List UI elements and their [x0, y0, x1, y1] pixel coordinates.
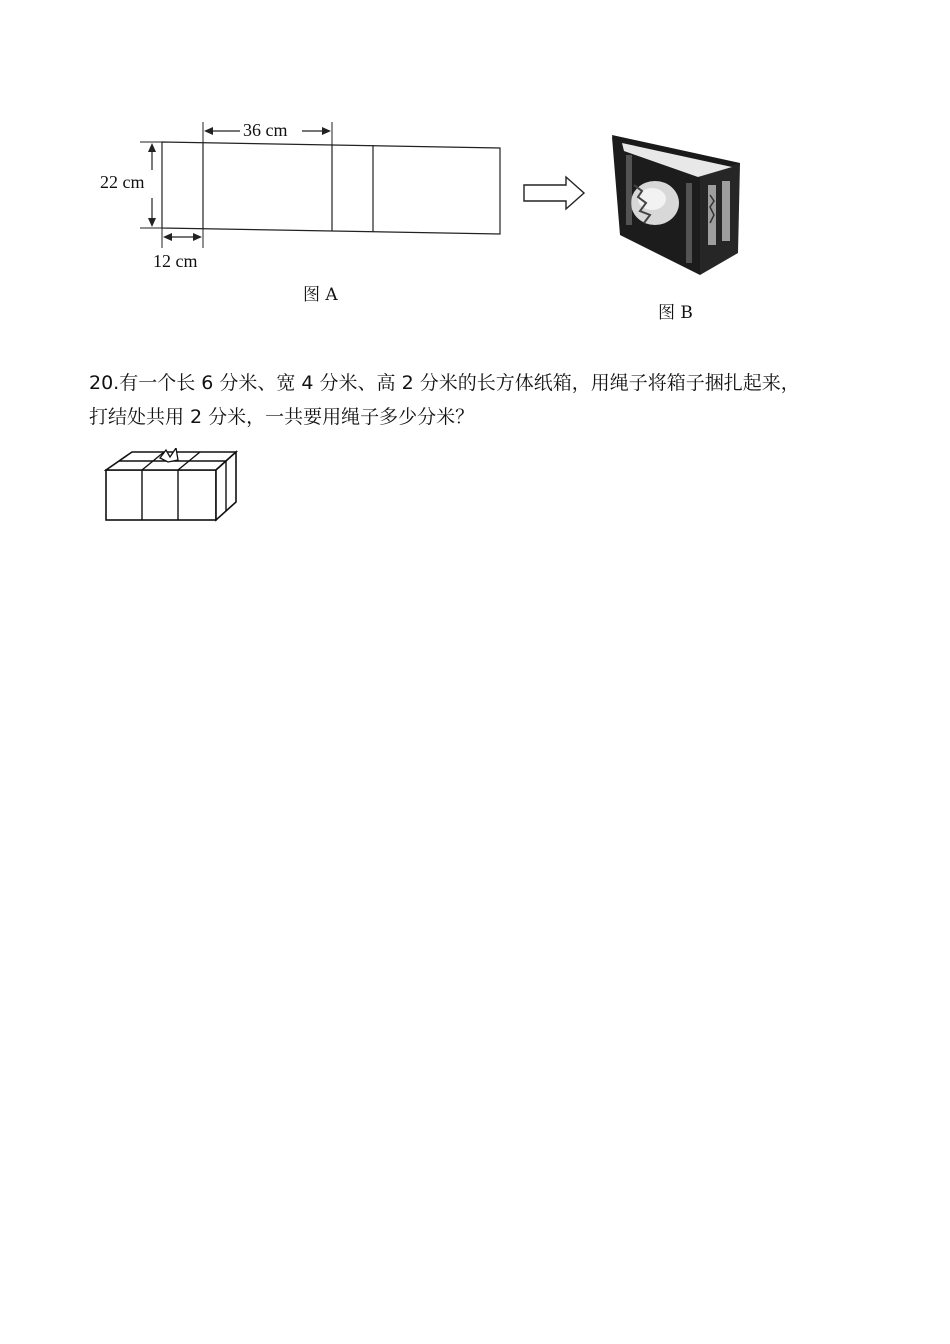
- question-line: 打结处共用 2 分米，一共要用绳子多少分米？: [89, 406, 475, 428]
- dimension-label-22cm: 22 cm: [100, 172, 145, 192]
- dimension-label-12cm: 12 cm: [153, 251, 198, 271]
- paper-strip: [162, 142, 500, 234]
- figure-b-pen-holder-image: [600, 125, 750, 325]
- dimension-label-36cm: 36 cm: [243, 120, 288, 140]
- figure-a-caption: 图 A: [303, 285, 338, 305]
- figure-b-caption: 图 B: [658, 303, 693, 323]
- bow-knot-icon: [160, 448, 178, 462]
- question-20: [89, 366, 879, 434]
- question-line: 20.有一个长 6 分米、宽 4 分米、高 2 分米的长方体纸箱，用绳子将箱子捆扎起来，: [89, 372, 800, 394]
- tied-box-diagram: [104, 448, 239, 528]
- right-arrow-icon: [522, 175, 586, 211]
